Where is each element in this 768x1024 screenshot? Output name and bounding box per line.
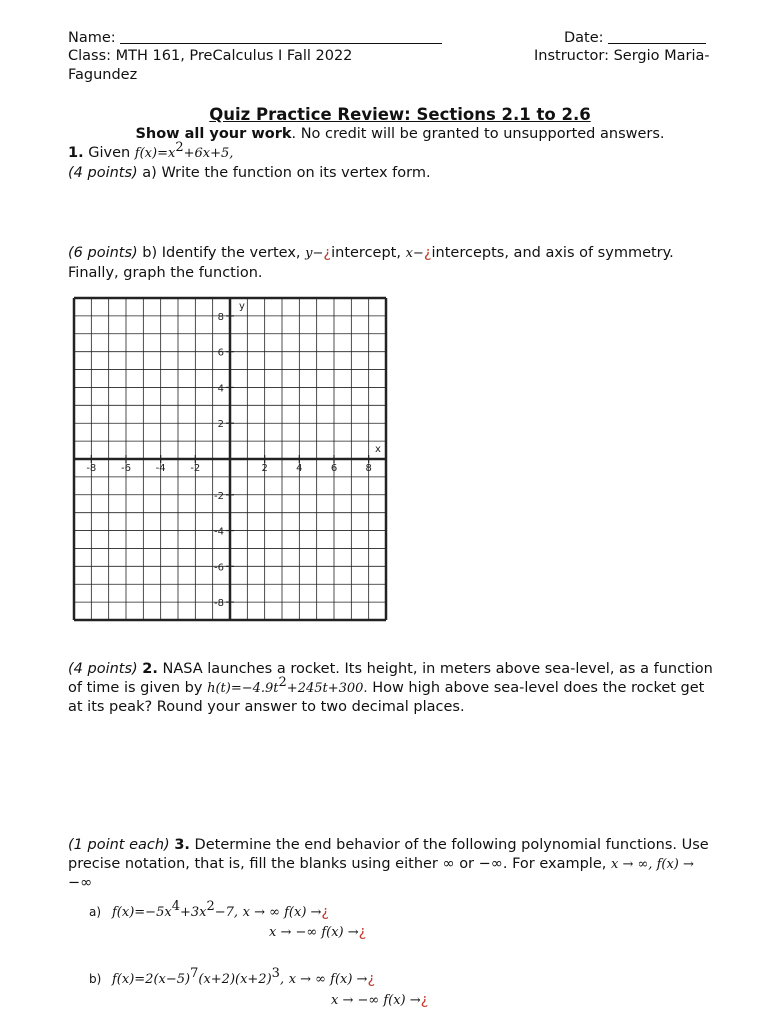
q3-b-neg: x → −∞ f(x) →: [331, 993, 421, 1008]
q3-a-func-3: −7,: [214, 905, 239, 920]
q1-b-blank-2: ¿: [423, 245, 432, 261]
q2-text-3: at its peak? Round your answer to two decimal places.: [68, 699, 465, 715]
q1-b-text-1: b) Identify the vertex,: [142, 245, 301, 261]
q2-line-2: of time is given by $h(t)=-4.9t^2+245t+300$. How high above sea-level does the rocket get: [68, 675, 705, 696]
x-tick-label: 8: [365, 463, 372, 474]
q2-text-1: NASA launches a rocket. Its height, in meters above sea-level, as a function: [162, 661, 713, 677]
q3-number: 3.: [174, 837, 190, 853]
q3-b-line: $f(x)=2(x-5)^7(x+2)(x+2)^3$, x → ∞ f(x) →¿: [112, 966, 376, 987]
page-title: Quiz Practice Review: Sections 2.1 to 2.6: [209, 105, 591, 124]
q2-points: (4 points): [68, 661, 138, 677]
q3-a-func: f(x)=−5x: [112, 905, 172, 920]
q3-b-func-2: (x+2)(x+2): [198, 972, 272, 987]
q3-b-func-3: ,: [279, 972, 285, 987]
instructions-rest: . No credit will be granted to unsupported answers.: [291, 126, 665, 142]
q1-b-text-2: intercepts, and axis of symmetry.: [431, 245, 674, 261]
y-tick-label: -6: [214, 562, 224, 574]
name-blank[interactable]: [120, 43, 442, 44]
q3-text-2: precise notation, that is, fill the blanks using either ∞ or −∞. For example,: [68, 856, 607, 872]
q1-b-points: (6 points): [68, 245, 138, 261]
coordinate-grid[interactable]: [72, 296, 388, 622]
q3-a-pos-blank[interactable]: ¿: [321, 904, 330, 920]
q1-given-word: Given: [88, 145, 131, 161]
y-tick-label: 4: [217, 383, 224, 395]
q3-points: (1 point each): [68, 837, 170, 853]
instructor-line: Instructor: Sergio Maria-: [534, 48, 710, 64]
y-axis-label: y: [239, 301, 245, 312]
date-label: Date:: [564, 30, 604, 46]
q2-number: 2.: [142, 661, 158, 677]
q3-a-neg-blank[interactable]: ¿: [358, 924, 367, 940]
q2-formula-a: h(t)=−4.9t: [207, 681, 279, 696]
q3-a-line-2: [269, 924, 366, 940]
q3-line-1: [68, 837, 709, 853]
coordinate-grid-svg: [72, 296, 388, 622]
q3-example: x → ∞, f(x) →: [610, 857, 694, 872]
y-tick-label: 8: [217, 311, 224, 323]
x-tick-label: 6: [330, 463, 338, 474]
class-line: Class: MTH 161, PreCalculus I Fall 2022: [68, 48, 353, 64]
q3-a-line: $f(x)=-5x^4+3x^2-7$, x → ∞ f(x) →¿: [112, 899, 330, 920]
x-tick-label: 4: [296, 463, 303, 474]
x-tick-label: -8: [86, 463, 97, 474]
q1-function-rhs: +6x+5,: [183, 146, 234, 161]
y-tick-label: 6: [217, 347, 224, 359]
y-tick-label: -4: [214, 526, 224, 538]
class-line-wrap: Fagundez: [68, 67, 138, 83]
x-tick-label: -4: [155, 463, 166, 474]
q3-b-pos-blank[interactable]: ¿: [367, 971, 376, 987]
q3-a-label: a): [89, 905, 102, 919]
q2-text-2b: How high above sea-level does the rocket get: [372, 680, 705, 696]
y-tick-label: 2: [217, 419, 224, 431]
q1-b-text-3: Finally, graph the function.: [68, 265, 263, 281]
q1-b-blank-1: ¿: [323, 245, 332, 261]
q3-b-label: b): [89, 972, 102, 986]
q3-line-2: [68, 856, 694, 872]
q3-b-line-2: [331, 992, 428, 1008]
q3-b-neg-blank[interactable]: ¿: [420, 992, 429, 1008]
q3-a-neg: x → −∞ f(x) →: [269, 925, 359, 940]
y-tick-label: -8: [214, 598, 224, 610]
name-line: [68, 30, 442, 46]
q1-b-y: y: [305, 246, 313, 261]
x-tick-label: -2: [190, 463, 201, 474]
instructions-bold: Show all your work: [135, 126, 292, 142]
q1-a-text: a) Write the function on its vertex form.: [142, 165, 431, 181]
q3-a-func-2: +3x: [179, 905, 207, 920]
q1-a-points: (4 points): [68, 165, 138, 181]
x-tick-label: -6: [121, 463, 131, 474]
x-axis-label: x: [375, 444, 381, 455]
name-label: Name:: [68, 30, 116, 46]
x-tick-label: 2: [261, 463, 268, 474]
q1-part-a: [68, 165, 431, 181]
q1-b-x: x: [405, 246, 413, 261]
q3-text-3: −∞: [68, 875, 93, 891]
instructions: [0, 126, 768, 142]
q2-formula-b: +245t+300.: [286, 681, 368, 696]
q1-given: 1. Given $f(x)=x^2+6x+5$,: [68, 140, 234, 161]
q3-a-pos: x → ∞ f(x) →: [242, 905, 322, 920]
q1-b-mid: intercept,: [331, 245, 401, 261]
q1-number: 1.: [68, 145, 84, 161]
date-line: [564, 30, 706, 46]
q2-text-2a: of time is given by: [68, 680, 203, 696]
y-tick-label: -2: [214, 490, 224, 502]
date-blank[interactable]: [608, 43, 706, 44]
q3-b-func: f(x)=2(x−5): [112, 972, 191, 987]
q3-b-pos: x → ∞ f(x) →: [288, 972, 368, 987]
q3-text-1: Determine the end behavior of the following polynomial functions. Use: [194, 837, 709, 853]
q2-line-1: [68, 661, 713, 677]
q1-part-b: (6 points) b) Identify the vertex, y−¿intercept, x−¿intercepts, and axis of symmetry.: [68, 245, 674, 261]
q1-function-lhs: f(x)=x: [134, 146, 176, 161]
